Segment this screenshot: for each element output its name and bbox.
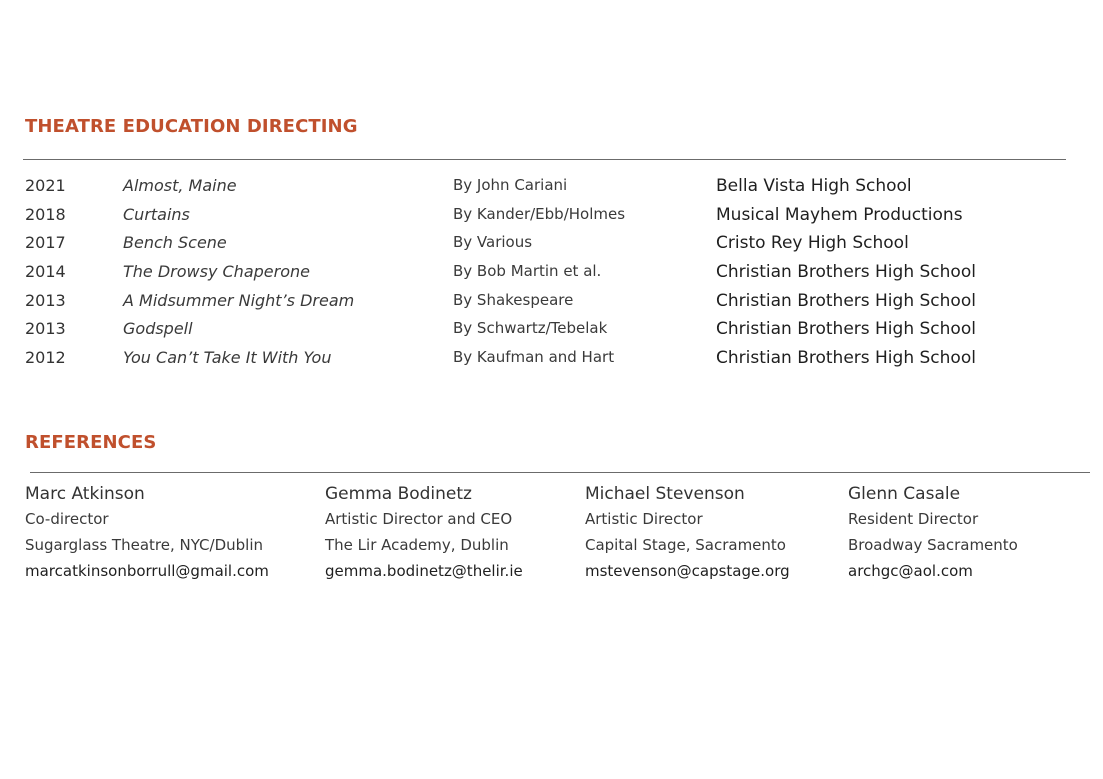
credit-show: The Drowsy Chaperone	[123, 262, 310, 281]
credit-venue: Christian Brothers High School	[716, 291, 976, 311]
credit-show: A Midsummer Night’s Dream	[123, 291, 355, 310]
references-divider	[30, 472, 1090, 473]
credit-show: Godspell	[123, 319, 193, 338]
credit-venue: Cristo Rey High School	[716, 233, 909, 253]
credit-row	[0, 348, 1103, 376]
reference-role: Resident Director	[848, 510, 979, 528]
reference-role: Artistic Director	[585, 510, 703, 528]
credit-year: 2014	[25, 262, 66, 281]
credit-venue: Bella Vista High School	[716, 176, 912, 196]
credit-year: 2021	[25, 176, 66, 195]
credit-show: Bench Scene	[123, 233, 227, 252]
credit-venue: Christian Brothers High School	[716, 348, 976, 368]
credit-row	[0, 205, 1103, 233]
reference-name: Michael Stevenson	[585, 484, 745, 504]
reference-email[interactable]: archgc@aol.com	[848, 562, 973, 580]
credit-year: 2017	[25, 233, 66, 252]
reference-card	[325, 484, 523, 588]
reference-role: Co-director	[25, 510, 109, 528]
reference-organization: Sugarglass Theatre, NYC/Dublin	[25, 536, 264, 554]
credit-venue: Christian Brothers High School	[716, 319, 976, 339]
reference-organization: Broadway Sacramento	[848, 536, 1018, 554]
credit-author: By Bob Martin et al.	[453, 262, 602, 280]
credit-author: By Kander/Ebb/Holmes	[453, 205, 626, 223]
credit-row	[0, 176, 1103, 204]
credit-author: By Shakespeare	[453, 291, 574, 309]
credit-year: 2013	[25, 291, 66, 310]
credit-show: You Can’t Take It With You	[123, 348, 332, 367]
reference-organization: Capital Stage, Sacramento	[585, 536, 786, 554]
credit-year: 2013	[25, 319, 66, 338]
credit-row	[0, 233, 1103, 261]
credit-row	[0, 319, 1103, 347]
credit-row	[0, 262, 1103, 290]
credit-year: 2012	[25, 348, 66, 367]
directing-section-title: THEATRE EDUCATION DIRECTING	[25, 116, 358, 137]
credit-show: Curtains	[123, 205, 190, 224]
reference-email[interactable]: gemma.bodinetz@thelir.ie	[325, 562, 523, 580]
credit-year: 2018	[25, 205, 66, 224]
references-section-title: REFERENCES	[25, 432, 157, 453]
directing-divider	[23, 159, 1066, 160]
credit-row	[0, 291, 1103, 319]
credit-venue: Musical Mayhem Productions	[716, 205, 963, 225]
credit-show: Almost, Maine	[123, 176, 237, 195]
reference-name: Gemma Bodinetz	[325, 484, 472, 504]
credit-author: By Schwartz/Tebelak	[453, 319, 608, 337]
reference-card	[848, 484, 1018, 588]
reference-email[interactable]: marcatkinsonborrull@gmail.com	[25, 562, 269, 580]
reference-organization: The Lir Academy, Dublin	[325, 536, 509, 554]
reference-email[interactable]: mstevenson@capstage.org	[585, 562, 790, 580]
reference-name: Marc Atkinson	[25, 484, 145, 504]
credit-author: By Kaufman and Hart	[453, 348, 615, 366]
reference-name: Glenn Casale	[848, 484, 961, 504]
credit-author: By Various	[453, 233, 533, 251]
reference-card	[25, 484, 269, 588]
credit-author: By John Cariani	[453, 176, 568, 194]
reference-role: Artistic Director and CEO	[325, 510, 513, 528]
credit-venue: Christian Brothers High School	[716, 262, 976, 282]
reference-card	[585, 484, 790, 588]
